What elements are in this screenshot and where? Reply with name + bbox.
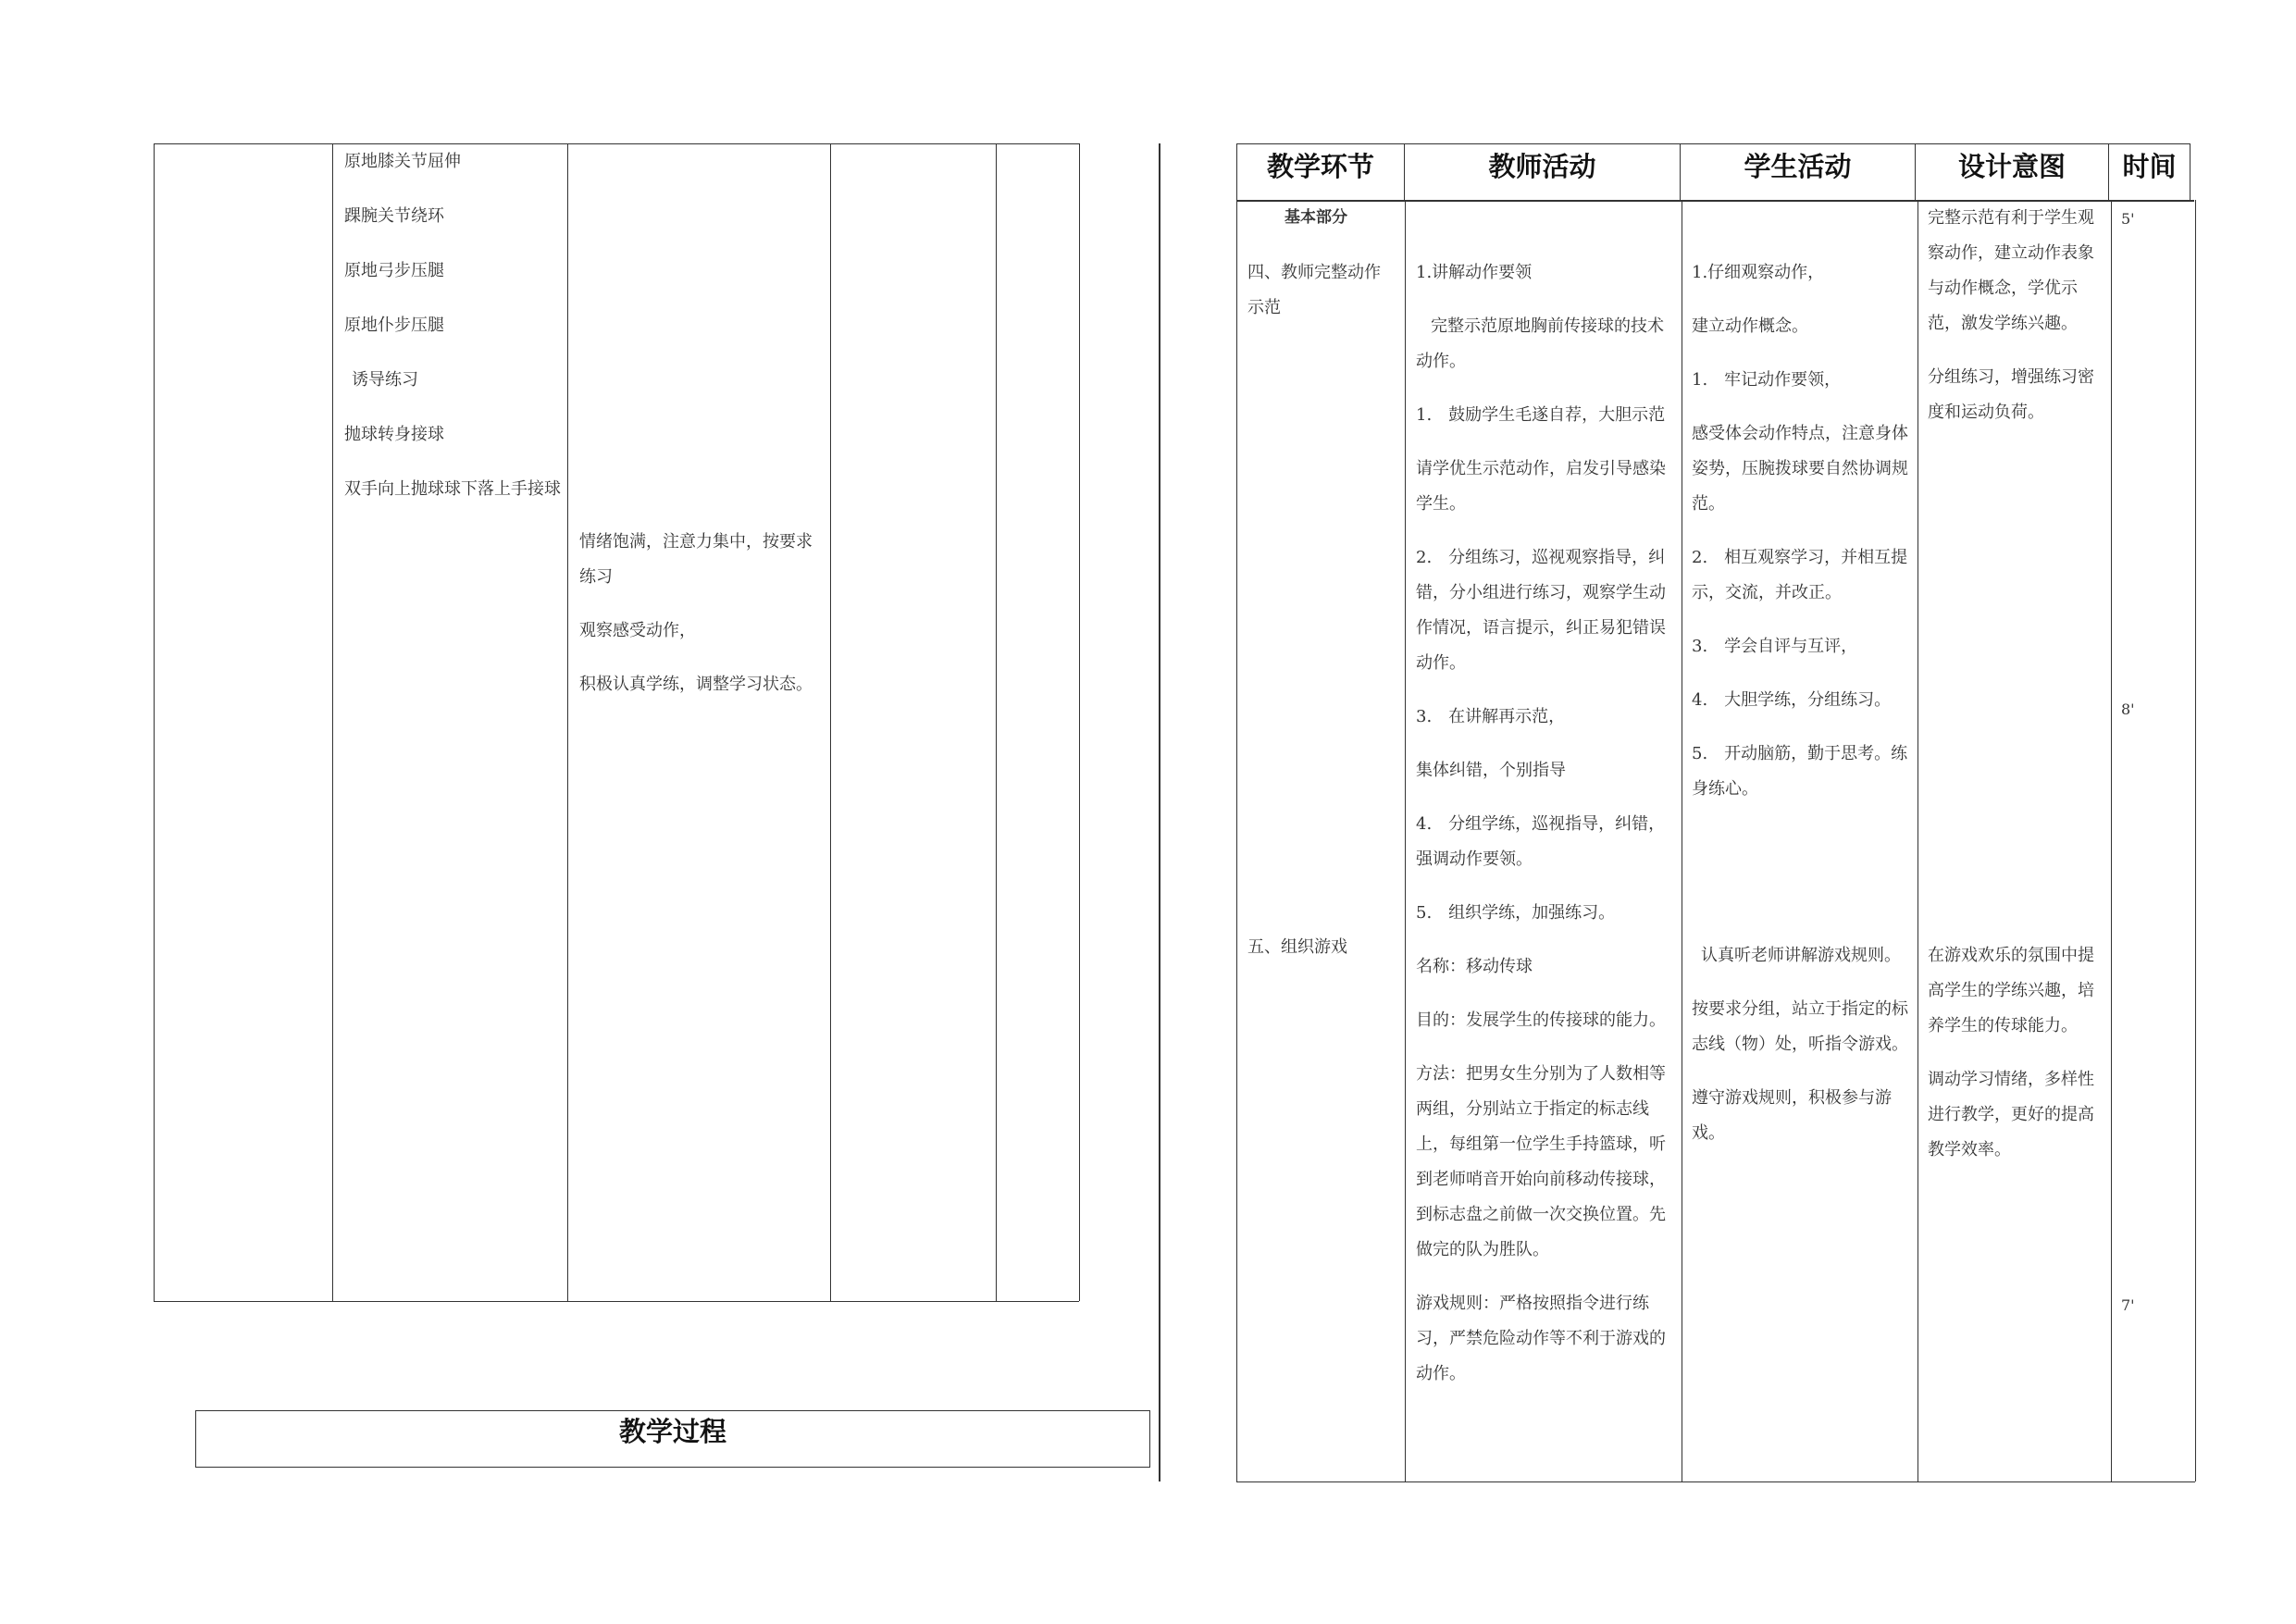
teacher-item: 1.讲解动作要领: [1416, 263, 1533, 282]
teacher-item: 游戏规则：严格按照指令进行练习，严禁危险动作等不利于游戏的动作。: [1416, 1294, 1666, 1383]
intent-item: 分组练习，增强练习密度和运动负荷。: [1928, 367, 2094, 422]
left-student-item: 积极认真学练，调整学习状态。: [579, 675, 813, 694]
student-item: 感受体会动作特点，注意身体姿势，压腕拨球要自然协调规范。: [1692, 424, 1908, 514]
left-student-item: 观察感受动作，: [579, 621, 696, 640]
warmup-item: 抛球转身接球: [344, 425, 444, 444]
intent-item: 完整示范有利于学生观察动作，建立动作表象与动作概念，学优示范，激发学练兴趣。: [1928, 208, 2094, 333]
header-intent: 设计意图: [1957, 151, 2066, 182]
header-stage: 教学环节: [1266, 151, 1374, 182]
header-teacher: 教师活动: [1488, 151, 1596, 182]
stage-item: 四、教师完整动作示范: [1247, 263, 1381, 317]
header-student: 学生活动: [1744, 151, 1852, 182]
student-item: 1.仔细观察动作，: [1692, 263, 1825, 282]
student-item: 建立动作概念。: [1692, 316, 1808, 336]
stage-item: 五、组织游戏: [1247, 937, 1347, 957]
warmup-item: 原地仆步压腿: [344, 316, 444, 335]
teacher-item: 1. 鼓励学生毛遂自荐，大胆示范: [1416, 405, 1666, 425]
intent-game-column: [1928, 938, 2104, 1186]
student-item: 1. 牢记动作要领，: [1692, 370, 1842, 390]
teacher-item: 目的：发展学生的传接球的能力。: [1416, 1010, 1666, 1030]
intent-item: 调动学习情绪，多样性进行教学，更好的提高教学效率。: [1928, 1070, 2094, 1159]
student-item: 2. 相互观察学习，并相互提示，交流，并改正。: [1692, 548, 1908, 602]
teacher-item: 4. 分组学练，巡视指导，纠错，强调动作要领。: [1416, 814, 1666, 869]
left-student-item: 情绪饱满，注意力集中，按要求练习: [579, 532, 813, 587]
process-title: 教学过程: [618, 1416, 726, 1447]
teacher-item: 方法：把男女生分别为了人数相等两组，分别站立于指定的标志线上，每组第一位学生手持篮球，听到老师哨音开始向前移动传接球，到标志盘之前做一次交换位置。先做完的队为胜队。: [1416, 1064, 1666, 1259]
student-game-column: [1692, 938, 1910, 1170]
time-value: 8': [2121, 700, 2135, 718]
warmup-item: 原地弓步压腿: [344, 261, 444, 280]
teacher-item: 5. 组织学练，加强练习。: [1416, 903, 1616, 923]
intent-item: 在游戏欢乐的氛围中提高学生的学练兴趣，培养学生的传球能力。: [1928, 946, 2094, 1035]
teacher-item: 名称：移动传球: [1416, 957, 1533, 976]
student-column: [1692, 255, 1910, 825]
warmup-item: 诱导练习: [352, 370, 418, 390]
warmup-item: 原地膝关节屈伸: [344, 152, 461, 171]
left-student-column: [579, 525, 825, 721]
teacher-item: 2. 分组练习，巡视观察指导，纠错，分小组进行练习，观察学生动作情况，语言提示，纠正易犯错误动作。: [1416, 548, 1666, 673]
student-item: 4. 大胆学练，分组练习。: [1692, 690, 1892, 710]
student-item: 遵守游戏规则，积极参与游戏。: [1692, 1088, 1892, 1143]
process-title-box: [195, 1410, 1150, 1468]
teacher-item: 请学优生示范动作，启发引导感染学生。: [1416, 459, 1666, 514]
header-time: 时间: [2122, 151, 2177, 182]
time-value: 7': [2121, 1296, 2135, 1314]
student-item: 3. 学会自评与互评，: [1692, 637, 1858, 656]
section-label: 基本部分: [1285, 208, 1347, 227]
teacher-item: 集体纠错，个别指导: [1416, 761, 1566, 780]
teacher-column: [1416, 255, 1673, 1410]
warmup-item: 踝腕关节绕环: [344, 206, 444, 226]
student-item: 按要求分组，站立于指定的标志线（物）处，听指令游戏。: [1692, 999, 1908, 1054]
intent-column: [1928, 201, 2104, 449]
teacher-item: 3. 在讲解再示范，: [1416, 707, 1566, 726]
student-item: 5. 开动脑筋，勤于思考。练身练心。: [1692, 744, 1908, 799]
page-divider: [1159, 143, 1160, 1481]
student-item: 认真听老师讲解游戏规则。: [1701, 946, 1901, 965]
warmup-item: 双手向上抛球球下落上手接球: [344, 479, 561, 499]
time-value: 5': [2121, 210, 2135, 228]
teacher-item: 完整示范原地胸前传接球的技术动作。: [1416, 316, 1664, 371]
